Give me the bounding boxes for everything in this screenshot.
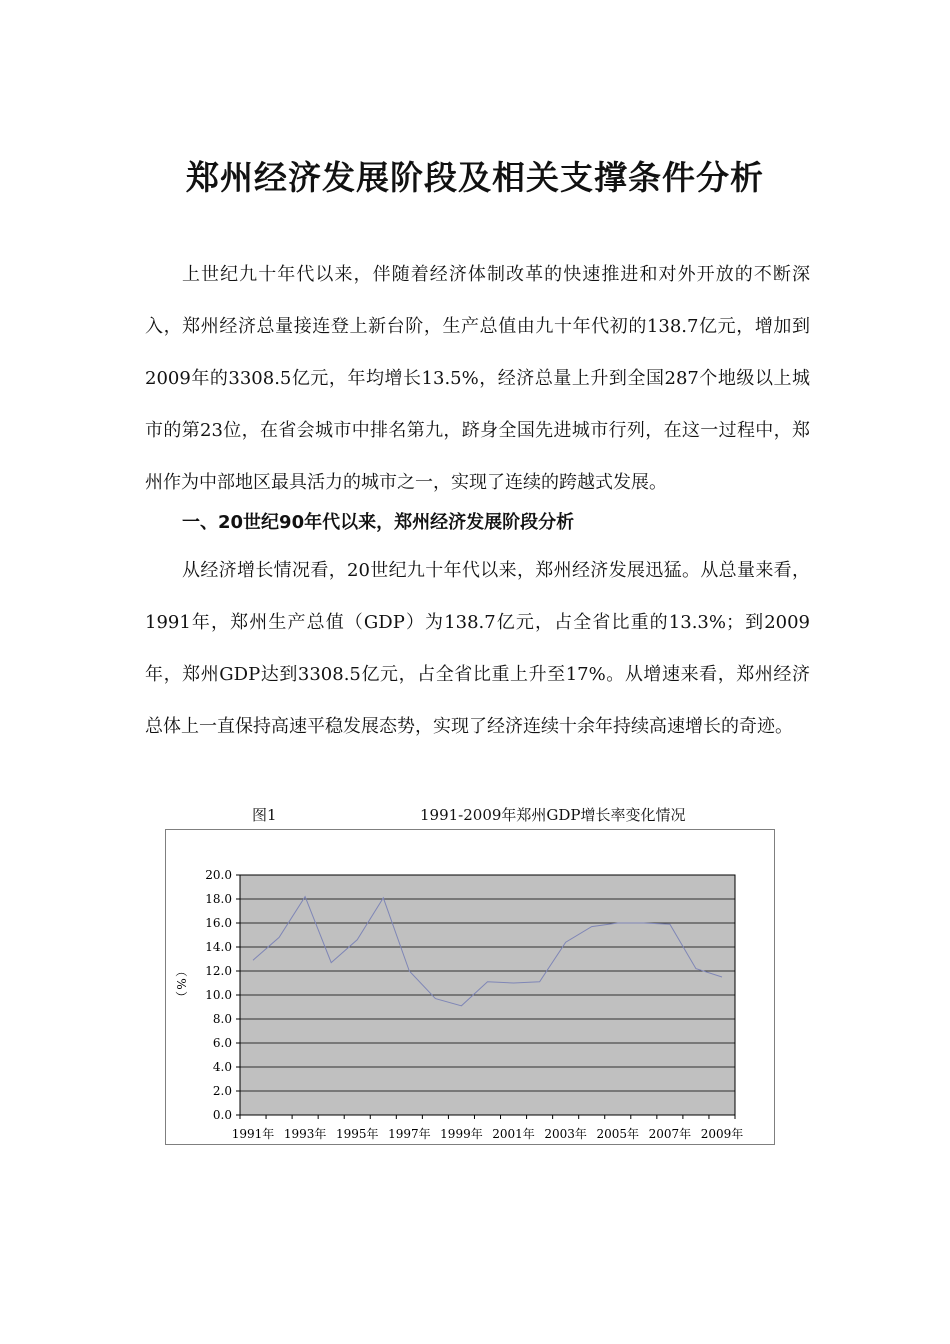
y-axis-label-char: ）: [174, 990, 188, 1004]
x-tick-label: 1999年: [440, 1127, 483, 1141]
y-tick-label: 2.0: [212, 1084, 232, 1098]
y-axis-label: [174, 965, 188, 1003]
paragraph-growth: 从经济增长情况看，20世纪九十年代以来，郑州经济发展迅猛。从总量来看，1991年，郑州生产总值（GDP）为138.7亿元，占全省比重的13.3%；到2009年，郑州GDP达到3308.5亿元，占全省比重上升至17%。从增速来看，郑州经济总体上一直保持高速平稳发展态势，实现了经济连续十余年持续高速增长的奇迹。: [145, 560, 810, 737]
x-tick-label: 1995年: [335, 1127, 379, 1141]
y-tick-label: 0.0: [212, 1108, 232, 1122]
page-title: 郑州经济发展阶段及相关支撑条件分析: [186, 158, 764, 197]
y-tick-label: 8.0: [212, 1012, 232, 1026]
x-tick-label: 2005年: [596, 1127, 640, 1141]
x-tick-label: 1993年: [283, 1127, 327, 1141]
y-tick-label: 12.0: [205, 964, 232, 978]
figure-title: 1991-2009年郑州GDP增长率变化情况: [420, 806, 686, 824]
x-tick-label: 1997年: [388, 1127, 431, 1141]
y-tick-label: 6.0: [212, 1036, 232, 1050]
y-axis-label-char: %: [174, 978, 188, 990]
y-tick-label: 14.0: [205, 940, 232, 954]
x-tick-label: 2007年: [648, 1127, 692, 1141]
gdp-growth-chart: [165, 829, 775, 1145]
x-tick-label: 1991年: [231, 1127, 275, 1141]
y-axis-label-char: （: [174, 964, 188, 978]
y-tick-label: 20.0: [205, 868, 232, 882]
x-tick-label: 2009年: [700, 1127, 744, 1141]
section-heading: 一、20世纪90年代以来，郑州经济发展阶段分析: [182, 512, 575, 533]
y-tick-label: 16.0: [205, 916, 232, 930]
x-tick-label: 2003年: [544, 1127, 587, 1141]
x-tick-label: 2001年: [492, 1127, 535, 1141]
y-tick-label: 18.0: [205, 892, 232, 906]
y-tick-label: 4.0: [212, 1060, 232, 1074]
y-tick-label: 10.0: [205, 988, 232, 1002]
paragraph-intro: 上世纪九十年代以来，伴随着经济体制改革的快速推进和对外开放的不断深入，郑州经济总量接连登上新台阶，生产总值由九十年代初的138.7亿元，增加到2009年的3308.5亿元，年均增长13.5%，经济总量上升到全国287个地级以上城市的第23位，在省会城市中排名第九，跻身全国先进城市行列，在这一过程中，郑州作为中部地区最具活力的城市之一，实现了连续的跨越式发展。: [145, 264, 810, 493]
figure-number: 图1: [252, 806, 277, 824]
